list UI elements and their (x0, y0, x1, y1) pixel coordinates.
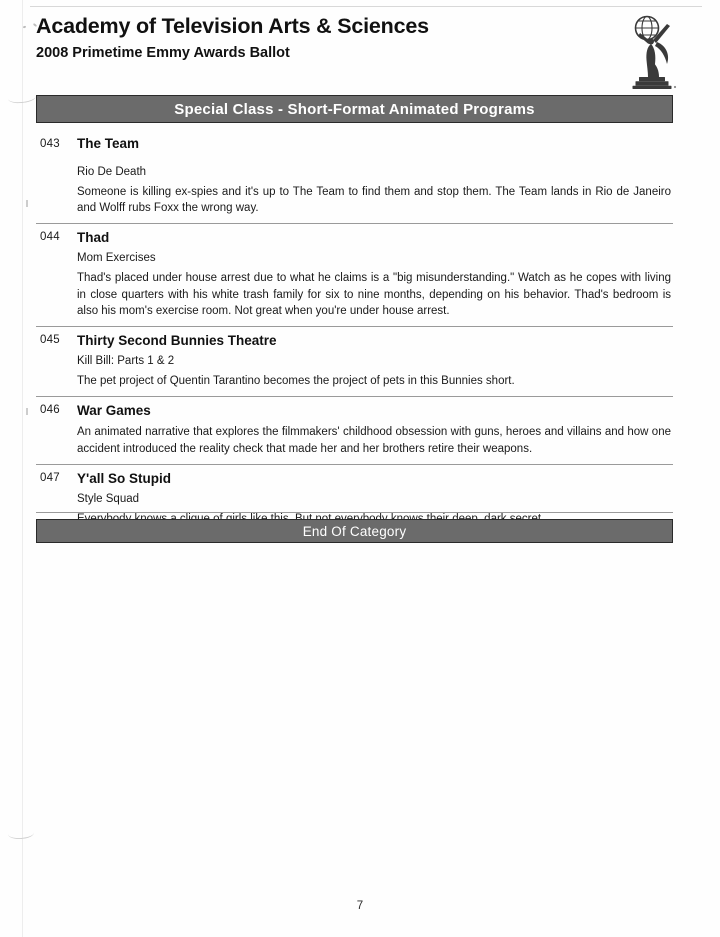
category-banner (36, 95, 673, 123)
entry-number: 046 (40, 404, 60, 417)
entry-number: 043 (40, 138, 60, 150)
scan-edge-top-artifact (30, 6, 702, 7)
entry-title: Thirty Second Bunnies Theatre (77, 333, 277, 349)
entry-045[interactable] (36, 326, 673, 396)
entries-bottom-rule (36, 512, 673, 513)
document-header (36, 14, 684, 86)
entry-description: An animated narrative that explores the filmmakers' childhood obsession with guns, heroes and villains and how one accident introduced the reality check that made her and her brothers retire their weapons. (77, 426, 671, 455)
scan-tick-artifact (26, 408, 28, 415)
entry-subtitle: Kill Bill: Parts 1 & 2 (77, 355, 175, 368)
scan-edge-left-artifact (22, 0, 23, 937)
entry-043[interactable] (36, 131, 673, 223)
category-banner-label: Special Class - Short-Format Animated Programs (174, 101, 535, 118)
entry-subtitle: Mom Exercises (77, 252, 156, 265)
entry-description: Thad's placed under house arrest due to what he claims is a "big misunderstanding." Watch as he copes with living in close quarters with his white trash family for six to nine months, depending on his behavior. Thad's bedroom is also his mom's exercise room. Not great when you're under house arrest. (77, 272, 671, 317)
entry-title: War Games (77, 403, 151, 419)
ballot-title: 2008 Primetime Emmy Awards Ballot (36, 45, 290, 62)
entry-description: Someone is killing ex-spies and it's up to The Team to find them and stop them. The Team lands in Rio de Janeiro and Wolff rubs Foxx the wrong way. (77, 185, 671, 215)
entry-title: Thad (77, 230, 110, 246)
entry-body (77, 136, 673, 216)
end-of-category-label: End Of Category (302, 524, 407, 539)
entry-subtitle: Rio De Death (77, 165, 147, 178)
entry-description: The pet project of Quentin Tarantino becomes the project of pets in this Bunnies short. (77, 375, 515, 388)
entry-body (77, 230, 673, 319)
end-of-category-banner (36, 519, 673, 543)
scan-speck-artifact (23, 26, 27, 29)
entry-046[interactable] (36, 396, 673, 464)
entry-044[interactable] (36, 223, 673, 326)
emmy-statuette-icon (620, 6, 692, 90)
scan-arc-artifact (8, 91, 37, 105)
entry-title: The Team (77, 136, 140, 151)
entry-number: 047 (40, 471, 60, 484)
entry-title: Y'all So Stupid (77, 470, 171, 486)
entry-body (77, 333, 673, 389)
entry-subtitle: Style Squad (77, 492, 140, 505)
page-number: 7 (356, 900, 364, 912)
scan-tick-artifact (26, 200, 28, 207)
entry-number: 044 (40, 231, 60, 244)
scan-arc-artifact (8, 827, 35, 840)
entries-list (36, 131, 673, 534)
entry-number: 045 (40, 334, 60, 347)
entry-body (77, 403, 673, 457)
organization-title: Academy of Television Arts & Sciences (36, 14, 429, 38)
